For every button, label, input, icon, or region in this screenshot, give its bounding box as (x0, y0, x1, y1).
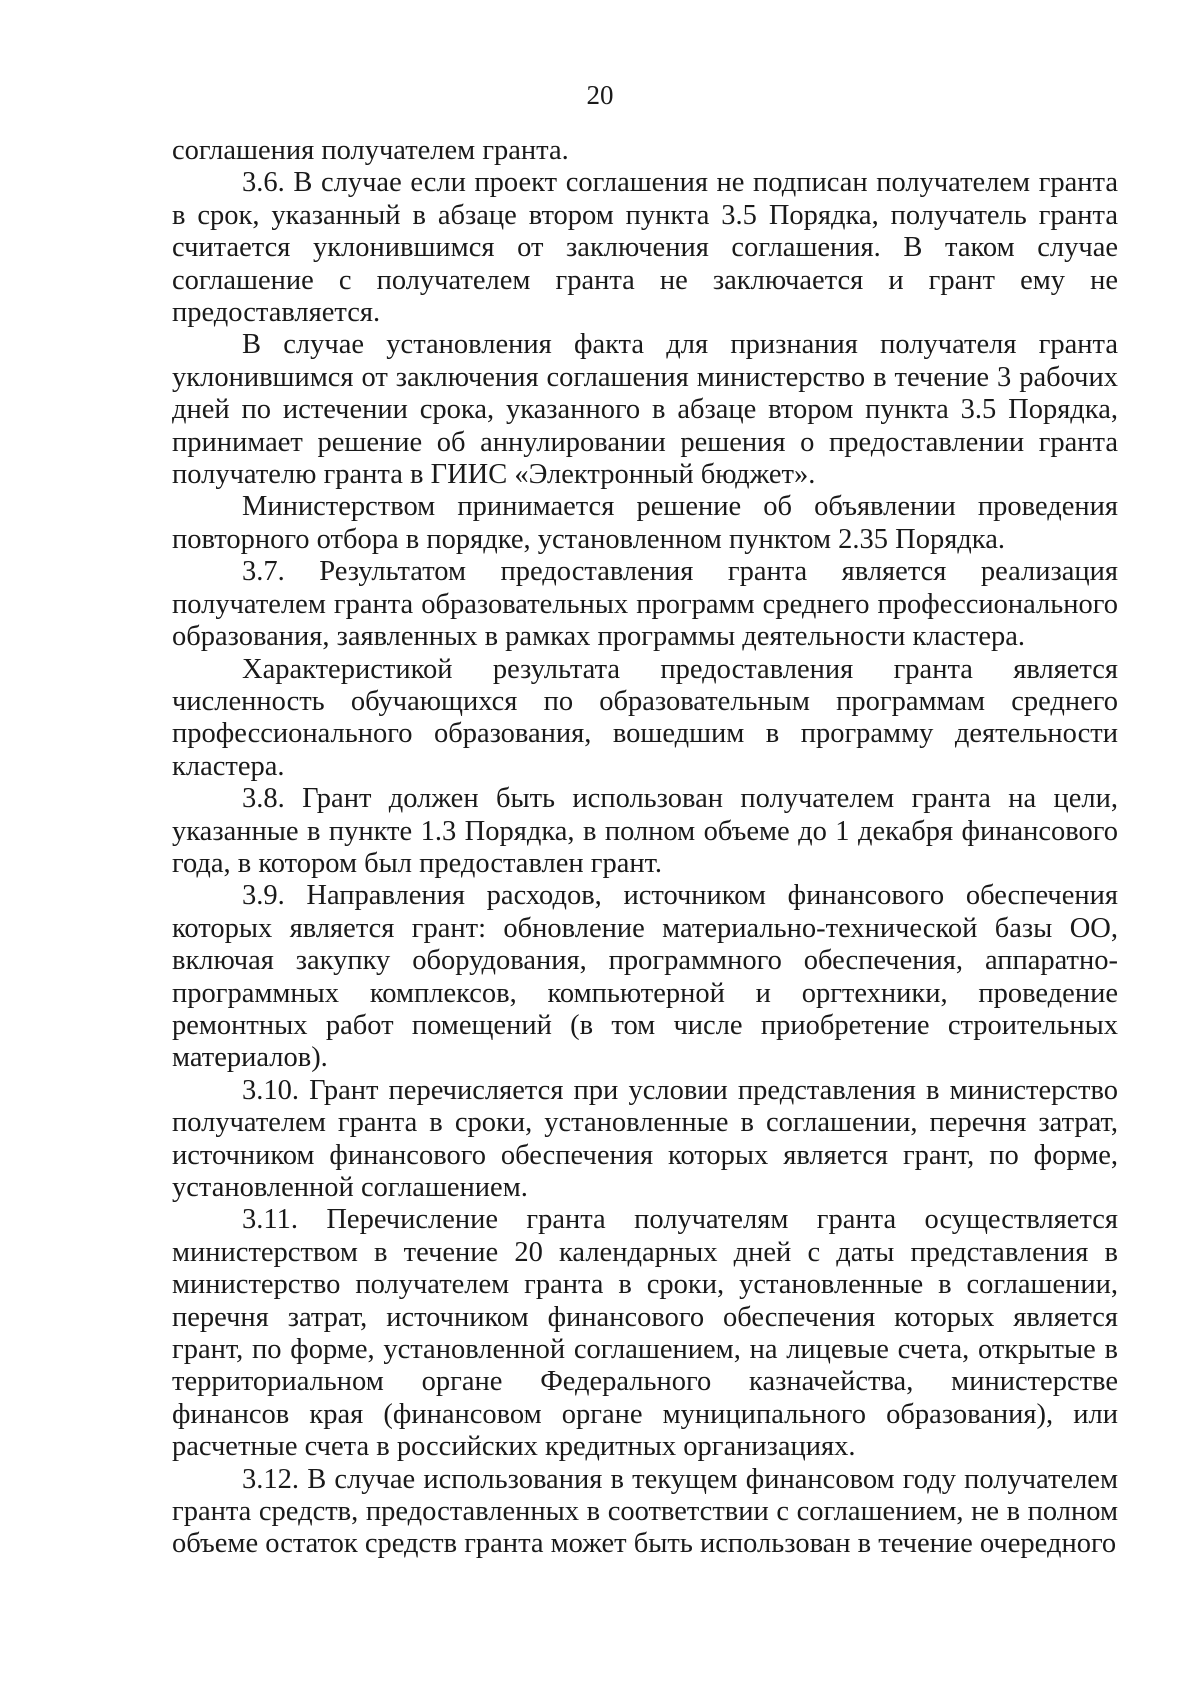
paragraph: Характеристикой результата предоставления гранта является численность обучающихся по образовательным программам среднего профессионального образования, вошедшим в программу деятельности кластера. (172, 653, 1118, 782)
paragraph: 3.10. Грант перечисляется при условии представления в министерство получателем гранта в сроки, установленные в соглашении, перечня затрат, источником финансового обеспечения которых является грант, по форме, установленной соглашением. (172, 1074, 1118, 1203)
paragraph: 3.9. Направления расходов, источником финансового обеспечения которых является грант: обновление материально-технической базы ОО, включая закупку оборудования, программного обеспечения, аппаратно-программных комплексов, компьютерной и оргтехники, проведение ремонтных работ помещений (в том числе приобретение строительных материалов). (172, 880, 1118, 1074)
paragraph: 3.8. Грант должен быть использован получателем гранта на цели, указанные в пункте 1.3 Порядка, в полном объеме до 1 декабря финансового года, в котором был предоставлен грант. (172, 783, 1118, 879)
document-body (172, 135, 1118, 1561)
page-number: 20 (586, 80, 614, 110)
paragraph: соглашения получателем гранта. (172, 135, 569, 166)
paragraph: 3.7. Результатом предоставления гранта является реализация получателем гранта образовательных программ среднего профессионального образования, заявленных в рамках программы деятельности кластера. (172, 556, 1118, 653)
paragraph: В случае установления факта для признания получателя гранта уклонившимся от заключения соглашения министерство в течение 3 рабочих дней по истечении срока, указанного в абзаце втором пункта 3.5 Порядка, принимает решение об аннулировании решения о предоставлении гранта получателю гранта в ГИИС «Электронный бюджет». (172, 329, 1118, 491)
paragraph: 3.6. В случае если проект соглашения не подписан получателем гранта в срок, указанный в абзаце втором пункта 3.5 Порядка, получатель гранта считается уклонившимся от заключения соглашения. В таком случае соглашение с получателем гранта не заключается и грант ему не предоставляется. (172, 167, 1118, 329)
paragraph: 3.11. Перечисление гранта получателям гранта осуществляется министерством в течение 20 календарных дней с даты представления в министерство получателем гранта в сроки, установленные в соглашении, перечня затрат, источником финансового обеспечения которых является грант, по форме, установленной соглашением, на лицевые счета, открытые в территориальном органе Федерального казначейства, министерстве финансов края (финансовом органе муниципального образования), или расчетные счета в российских кредитных организациях. (172, 1204, 1118, 1463)
paragraph: 3.12. В случае использования в текущем финансовом году получателем гранта средств, предоставленных в соответствии с соглашением, не в полном объеме остаток средств гранта может быть использован в течение очередного (172, 1463, 1118, 1560)
paragraph: Министерством принимается решение об объявлении проведения повторного отбора в порядке, установленном пунктом 2.35 Порядка. (172, 491, 1118, 555)
